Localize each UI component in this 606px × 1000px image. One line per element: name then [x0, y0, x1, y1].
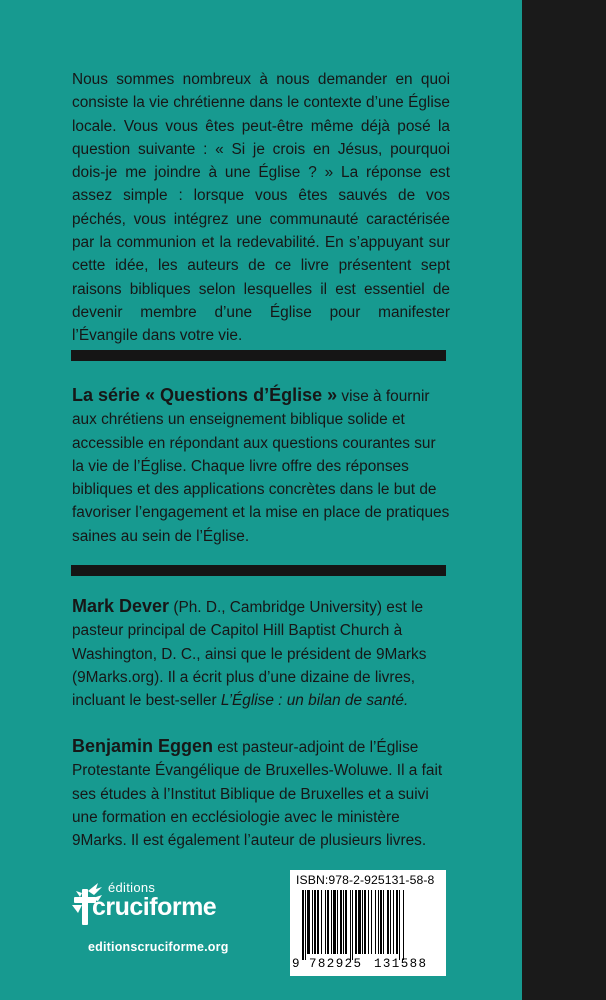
barcode-right-digits: 131588 [374, 957, 428, 971]
barcode-label [290, 870, 446, 976]
series-paragraph [72, 384, 450, 548]
isbn-text: ISBN:978-2-925131-58-8 [296, 873, 435, 887]
author-bio-dever [72, 595, 450, 712]
barcode-left-digits: 782925 [309, 957, 363, 971]
series-text: vise à fournir aux chrétiens un enseignement biblique solide et accessible en répondant aux questions courantes sur la vie de l’Église. Chaque livre offre des réponses bibliques et des applications concrètes dans le but de favoriser l’engagement et la mise en place de pratiques saines au sein de l’Église. [72, 388, 450, 545]
intro-paragraph: Nous sommes nombreux à nous demander en quoi consiste la vie chrétienne dans le contexte d’une Église locale. Vous vous êtes peut-être même déjà posé la question suivante : « Si je crois en Jésus, pourquoi dois-je me joindre à une Église ? » La réponse est assez simple : lorsque vous êtes sauvés de vos péchés, vous intégrez une communauté caractérisée par la communion et la redevabilité. En s’appuyant sur cette idée, les auteurs de ce livre présentent sept raisons bibliques selon lesquelles il est essentiel de devenir membre d’une Église pour manifester l’Évangile dans votre vie. [72, 71, 450, 345]
publisher-website: editionscruciforme.org [88, 940, 229, 954]
publisher-name: cruciforme [92, 893, 217, 921]
author-bio-eggen [72, 735, 450, 852]
series-heading: La série « Questions d’Église » [72, 385, 338, 405]
book-spine [522, 0, 606, 1000]
author-bio-text: est pasteur-adjoint de l’Église Protestante Évangélique de Bruxelles-Woluwe. Il a fait ses études à l’Institut Biblique de Bruxelles et a suivi une formation en ecclésiologie avec le ministère 9Marks. Il est également l’auteur de plusieurs livres. [72, 739, 443, 850]
barcode-bars [302, 890, 436, 960]
divider-bar [71, 565, 446, 576]
publisher-logo [68, 880, 238, 935]
author-bio-text: (Ph. D., Cambridge University) est le pasteur principal de Capitol Hill Baptist Church à Washington, D. C., ainsi que le président de 9Marks (9Marks.org). Il a écrit plus d’une dizaine de livres, incluant le best-seller [72, 599, 427, 710]
author-name: Benjamin Eggen [72, 736, 214, 756]
publisher-small-label: éditions [108, 880, 156, 895]
author-name: Mark Dever [72, 596, 170, 616]
barcode-lead-digit: 9 [292, 957, 300, 971]
divider-bar [71, 350, 446, 361]
book-title: L’Église : un bilan de santé. [220, 692, 409, 710]
